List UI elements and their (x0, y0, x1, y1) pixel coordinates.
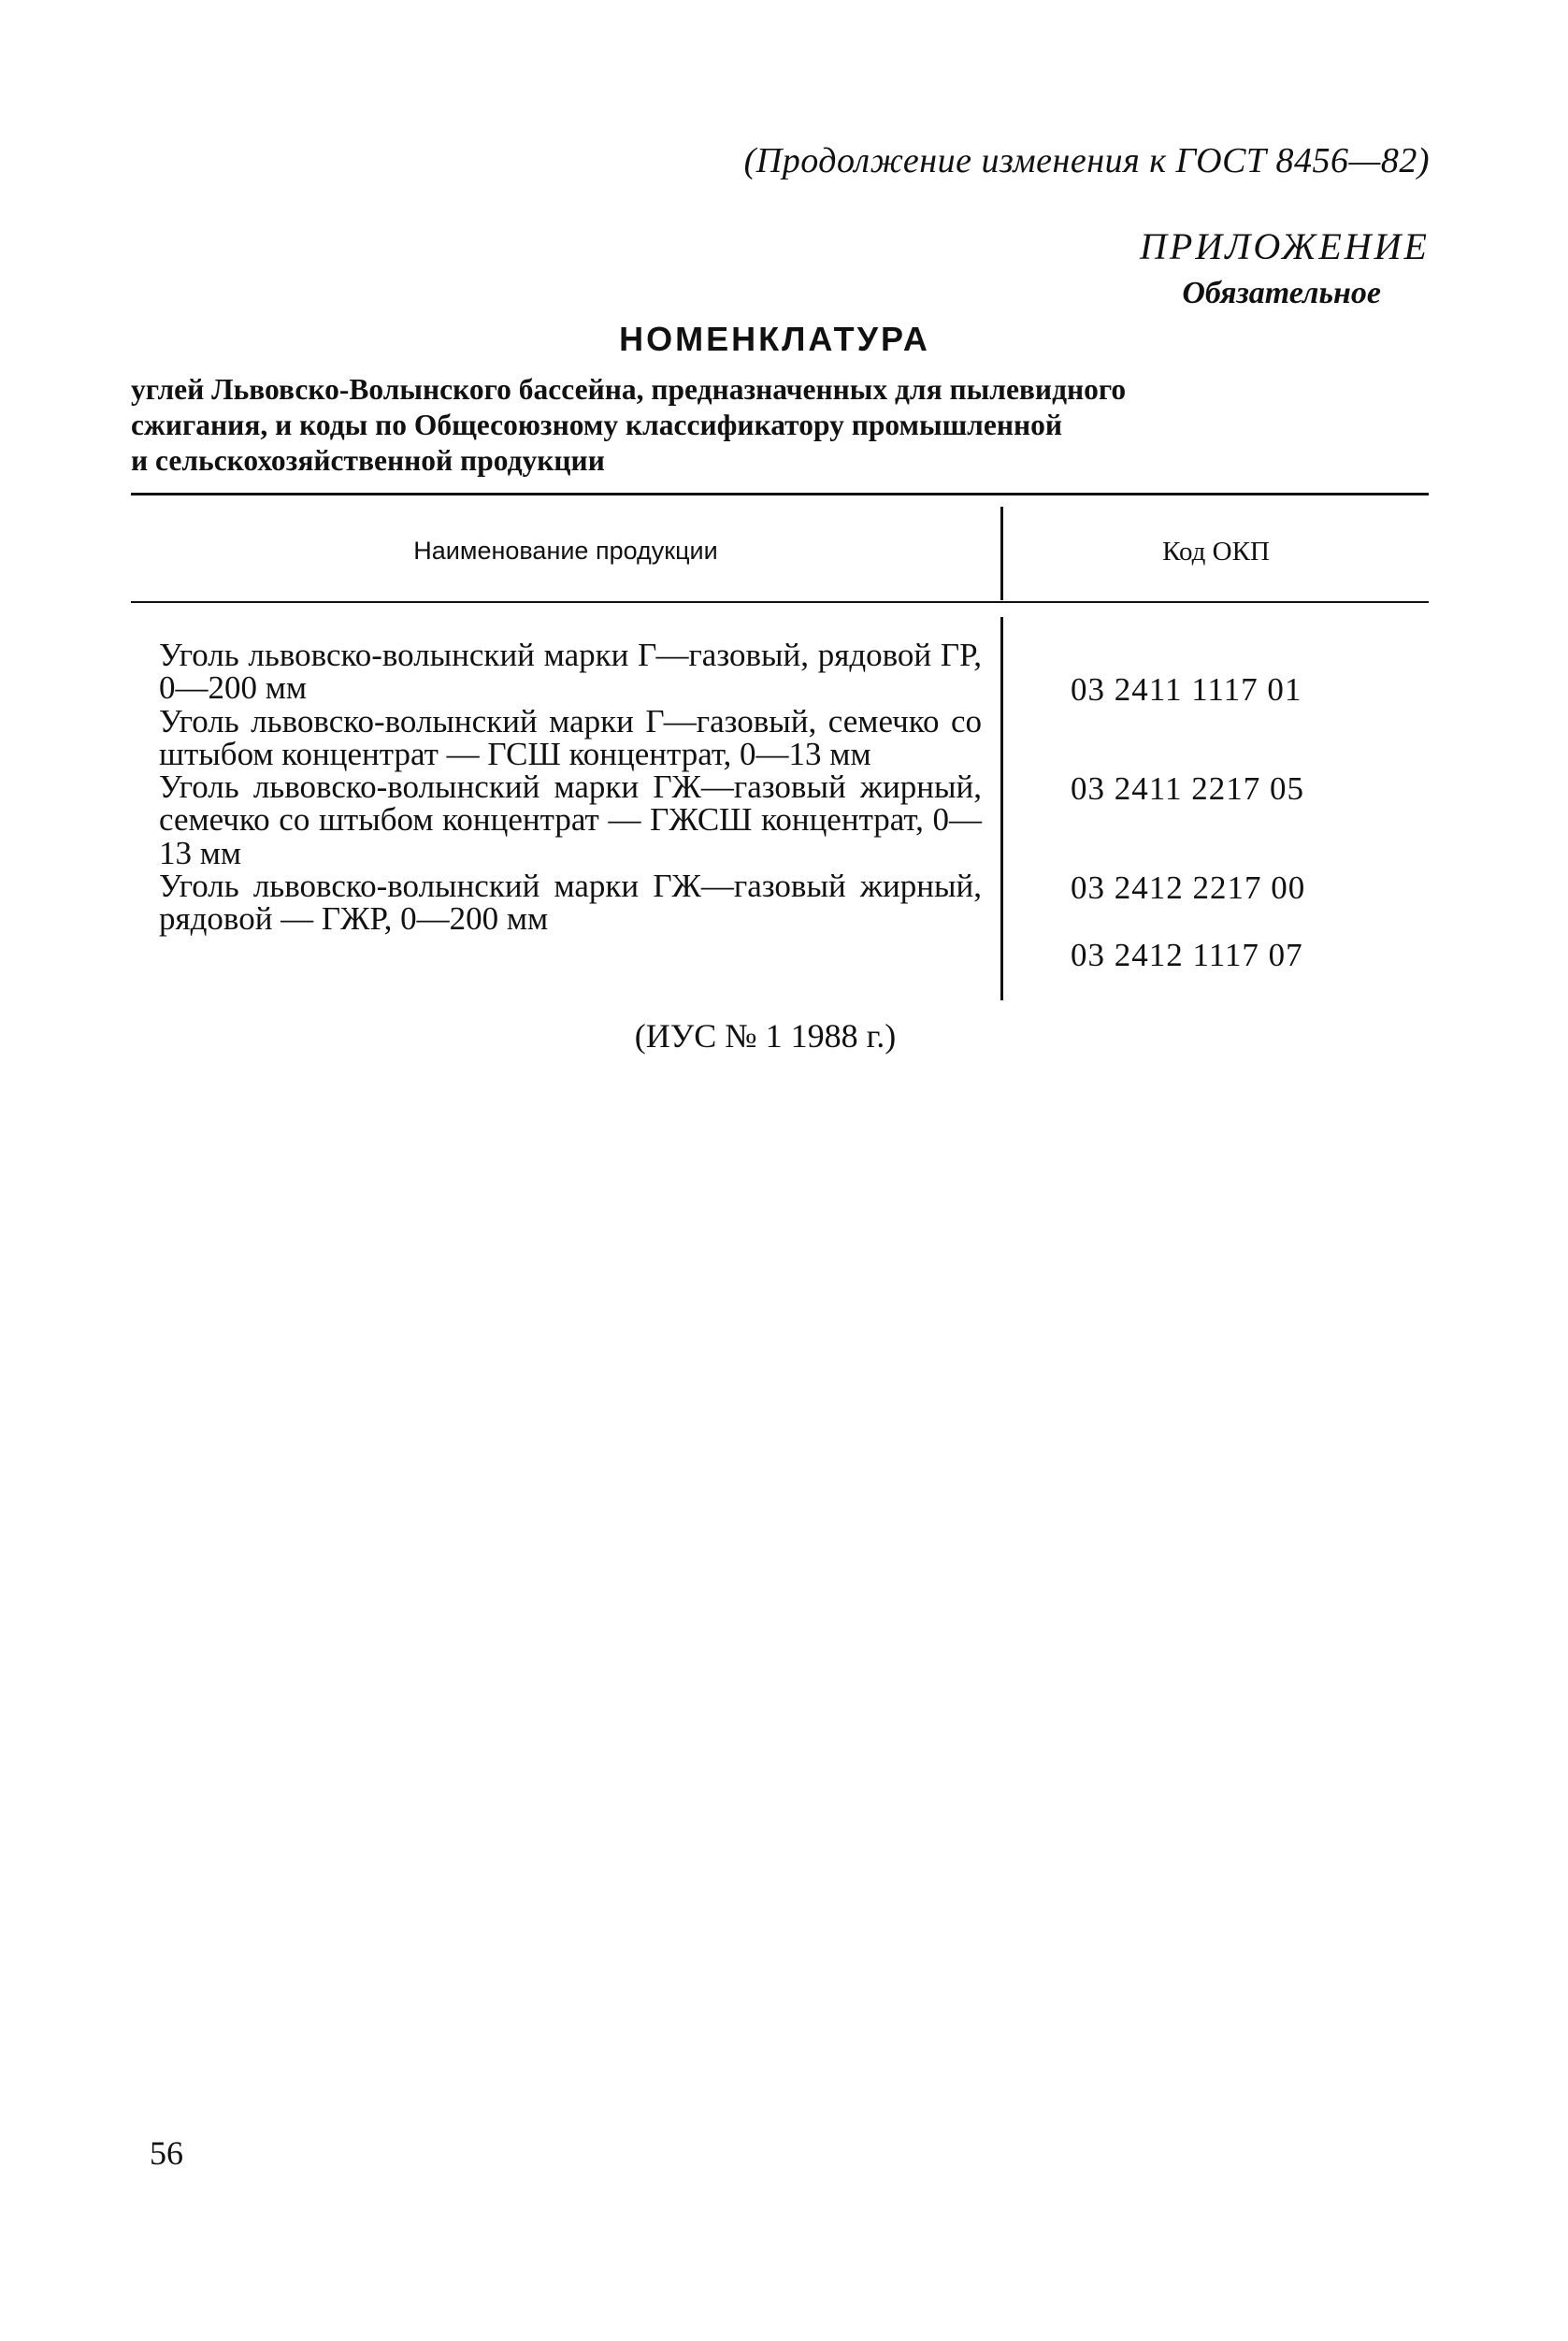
subtitle-line: сжигания, и коды по Общесоюзному классификатору промышленной (131, 409, 1063, 441)
appendix-title: ПРИЛОЖЕНИЕ (1140, 225, 1430, 267)
table-row-code: 03 2412 2217 00 (1071, 869, 1306, 906)
table-row-name: Уголь львовско-волынский марки Г—газовый, рядовой ГР, 0—200 мм (159, 637, 982, 707)
continuation-header: (Продолжение изменения к ГОСТ 8456—82) (743, 141, 1430, 180)
table-body-divider (1000, 617, 1003, 1000)
table-header-rule (131, 601, 1429, 603)
table-row-code: 03 2412 1117 07 (1071, 937, 1303, 973)
ius-reference: (ИУС № 1 1988 г.) (634, 1017, 897, 1055)
subtitle-line: и сельскохозяйственной продукции (131, 444, 605, 477)
document-title (0, 320, 1568, 359)
document-title-text: НОМЕНКЛАТУРА (619, 320, 930, 358)
table-row-name: Уголь львовско-волынский марки ГЖ—газовый жирный, семечко со штыбом концентрат — ГЖСШ концентрат, 0—13 мм (159, 768, 982, 871)
table-row-name: Уголь львовско-волынский марки Г—газовый, семечко со штыбом концентрат — ГСШ концентрат, 0—13 мм (159, 702, 982, 772)
product-list (159, 639, 982, 936)
page-number: 56 (150, 2134, 183, 2172)
column-header-name: Наименование продукции (413, 537, 718, 565)
column-header-code: Код ОКП (1162, 537, 1270, 567)
table-top-rule (131, 493, 1429, 495)
table-row-code: 03 2411 1117 01 (1071, 671, 1302, 708)
table-row-code: 03 2411 2217 05 (1071, 770, 1304, 807)
table-row-name: Уголь львовско-волынский марки ГЖ—газовый жирный, рядовой — ГЖР, 0—200 мм (159, 868, 982, 938)
subtitle-line: углей Львовско-Волынского бассейна, предназначенных для пылевидного (131, 373, 1127, 406)
document-subtitle (131, 372, 1440, 479)
appendix-type: Обязательное (1182, 276, 1381, 310)
